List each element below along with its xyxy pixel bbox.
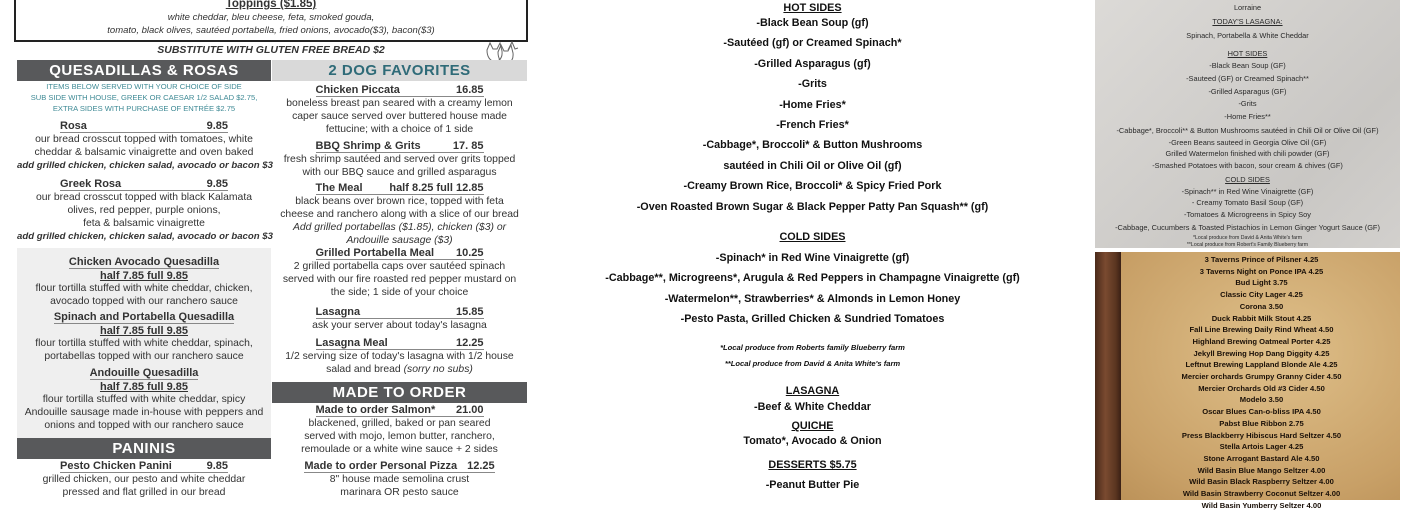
- menu-item-title-line: [316, 306, 484, 319]
- left-menu-column: [17, 0, 271, 500]
- menu-item-title-line: [316, 84, 484, 97]
- menu-item-title-row: [17, 120, 271, 134]
- menu-item: [17, 256, 271, 309]
- side-note-line: ITEMS BELOW SERVED WITH YOUR CHOICE OF SIDE: [46, 82, 242, 91]
- photo-line: -Grilled Asparagus (GF): [1208, 87, 1287, 96]
- menu-item-description: fresh shrimp sautéed and served over grits topped: [283, 153, 516, 165]
- menu-item-price: half 8.25 full 12.85: [389, 182, 484, 194]
- menu-item-title: Lasagna: [315, 306, 361, 318]
- section-header-favorites: 2 DOG FAVORITES: [272, 60, 527, 81]
- menu-item-price: 10.25: [455, 247, 484, 259]
- sides-board-photo: [1095, 0, 1400, 248]
- menu-item-price: 16.85: [455, 84, 484, 96]
- section-heading: COLD SIDES: [779, 231, 846, 243]
- menu-item-title: Chicken Avocado Quesadilla: [68, 256, 220, 268]
- photo-footnote: *Local produce from David & Anita White's farm: [1192, 235, 1303, 241]
- photo-heading: COLD SIDES: [1225, 175, 1270, 184]
- menu-item-description: the side; 1 side of your choice: [330, 286, 469, 298]
- menu-item-title-row: [272, 306, 527, 320]
- sides-sheet: [532, 0, 1093, 500]
- photo-line: Lorraine: [1233, 3, 1262, 12]
- photo-line: -Grits: [1238, 99, 1257, 108]
- menu-item-title-line: [60, 120, 228, 133]
- menu-item-description: 1/2 serving size of today's lasagna with 1/2 house: [285, 350, 514, 362]
- menu-item-description: olives, red pepper, purple onions,: [67, 204, 221, 216]
- menu-item-title-row: [272, 140, 527, 154]
- menu-item-title-line: [60, 460, 228, 473]
- menu-item-description: feta & balsamic vinaigrette: [83, 217, 205, 229]
- menu-item: [272, 182, 527, 248]
- menu-item: [17, 178, 271, 244]
- menu-item-title-line: [90, 367, 199, 380]
- menu-item-price: 12.25: [455, 337, 484, 349]
- menu-item: [272, 404, 527, 457]
- menu-item-title: Pesto Chicken Panini: [60, 460, 172, 472]
- menu-item-title-line: [316, 337, 484, 350]
- menu-item-title: Made to order Personal Pizza: [304, 460, 458, 472]
- menu-item-title-row: [272, 460, 527, 474]
- menu-item-price: 15.85: [455, 306, 484, 318]
- gluten-free-note: SUBSTITUTE WITH GLUTEN FREE BREAD $2: [157, 44, 385, 56]
- menu-item-title-row: [17, 460, 271, 474]
- menu-item-title-line: [304, 460, 494, 473]
- menu-item-description: portabellas topped with our ranchero sauce: [44, 350, 244, 362]
- side-item: -Black Bean Soup (gf): [756, 17, 869, 29]
- menu-item-title: Andouille Quesadilla: [89, 367, 199, 379]
- menu-item-description: black beans over brown rice, topped with feta: [295, 195, 504, 207]
- beer-item: Leftnut Brewing Lappland Blonde Ale 4.25: [1185, 360, 1338, 370]
- beer-item: Duck Rabbit Milk Stout 4.25: [1211, 313, 1312, 323]
- side-item: -Cabbage**, Microgreens*, Arugula & Red Peppers in Champagne Vinaigrette (gf): [605, 272, 1020, 285]
- photo-line: Grilled Watermelon finished with chili powder (GF): [1165, 149, 1330, 158]
- beer-item: Jekyll Brewing Hop Dang Diggity 4.25: [1193, 348, 1330, 358]
- menu-item-description: caper sauce served over buttered house made: [292, 110, 507, 122]
- menu-item-note: (sorry no subs): [403, 363, 473, 375]
- section-heading: HOT SIDES: [783, 2, 842, 14]
- photo-heading: HOT SIDES: [1227, 49, 1268, 58]
- menu-item: [272, 247, 527, 300]
- menu-item-price: 9.85: [206, 120, 228, 132]
- side-item: -Beef & White Cheddar: [754, 401, 871, 413]
- menu-item-description: served with our fire roasted red pepper mustard on: [282, 273, 517, 285]
- menu-item: [272, 460, 527, 500]
- menu-item-description: grilled chicken, our pesto and white cheddar: [42, 473, 246, 485]
- menu-page-photo: [0, 0, 532, 500]
- side-item: -Grilled Asparagus (gf): [754, 57, 871, 70]
- photo-line: -Black Bean Soup (GF): [1209, 61, 1286, 70]
- menu-item-price: half 7.85 full 9.85: [99, 269, 189, 282]
- menu-item: [17, 311, 271, 364]
- beer-item: Bud Light 3.75: [1235, 278, 1288, 288]
- menu-item-title-row: [17, 367, 271, 381]
- menu-item-title: Grilled Portabella Meal: [315, 247, 435, 259]
- photo-line: -Spinach** in Red Wine Vinaigrette (GF): [1181, 187, 1314, 196]
- side-item: -Pesto Pasta, Grilled Chicken & Sundried Tomatoes: [680, 313, 945, 326]
- menu-item-price: 9.85: [206, 460, 228, 472]
- menu-item-title: Made to order Salmon*: [315, 404, 436, 416]
- beer-item: Pabst Blue Ribbon 2.75: [1219, 418, 1304, 428]
- menu-item: [17, 120, 271, 173]
- menu-item-title: Spinach and Portabella Quesadilla: [53, 311, 235, 323]
- side-item: -French Fries*: [776, 119, 849, 131]
- menu-item-title: Chicken Piccata: [315, 84, 400, 96]
- menu-item-description: with our BBQ sauce and grilled asparagus: [302, 166, 497, 178]
- menu-item-title-line: [60, 178, 228, 191]
- beer-item: Wild Basin Blue Mango Seltzer 4.00: [1197, 465, 1326, 475]
- beer-item: Wild Basin Yumberry Seltzer 4.00: [1201, 500, 1322, 510]
- menu-item-description: ask your server about today's lasagna: [312, 319, 487, 331]
- menu-item-addon: add grilled chicken, chicken salad, avocado or bacon $3: [17, 230, 273, 242]
- menu-item-title-line: [316, 404, 484, 417]
- menu-item-description: boneless breast pan seared with a creamy lemon: [286, 97, 513, 109]
- menu-item-title: The Meal: [315, 182, 363, 194]
- menu-item-description: cheddar & balsamic vinaigrette and oven baked: [34, 146, 254, 158]
- photo-line: -Cabbage*, Broccoli** & Button Mushrooms sautéed in Chili Oil or Olive Oil (GF): [1116, 126, 1379, 135]
- menu-item-description: flour tortilla stuffed with white cheddar, chicken,: [35, 282, 253, 294]
- side-item: Tomato*, Avocado & Onion: [743, 435, 882, 447]
- menu-item: [272, 337, 527, 377]
- menu-item-description: salad and bread: [326, 363, 401, 375]
- menu-item-price: 9.85: [206, 178, 228, 190]
- menu-item-description: blackened, grilled, baked or pan seared: [308, 417, 491, 429]
- side-item: -Spinach* in Red Wine Vinaigrette (gf): [715, 252, 910, 264]
- section-header-paninis: PANINIS: [17, 438, 271, 459]
- menu-item-title-line: [316, 182, 484, 195]
- side-note-line: SUB SIDE WITH HOUSE, GREEK OR CAESAR 1/2 SALAD $2.75,: [30, 93, 258, 102]
- menu-item-description: flour tortilla stuffed with white cheddar, spicy: [42, 393, 246, 405]
- menu-item-title-row: [272, 84, 527, 98]
- menu-item-title-line: [316, 140, 484, 153]
- menu-item-title: BBQ Shrimp & Grits: [315, 140, 421, 152]
- menu-item-title-line: [69, 256, 219, 269]
- photo-line: -Green Beans sauteed in Georgia Olive Oil (GF): [1168, 138, 1327, 147]
- photo-heading: TODAY'S LASAGNA:: [1212, 17, 1283, 26]
- side-item: -Oven Roasted Brown Sugar & Black Pepper Patty Pan Squash** (gf): [636, 200, 989, 213]
- beer-item: Highland Brewing Oatmeal Porter 4.25: [1192, 336, 1331, 346]
- right-menu-column: [272, 0, 527, 500]
- menu-item-title-line: [54, 311, 234, 324]
- photo-line: -Cabbage, Cucumbers & Toasted Pistachios in Lemon Ginger Yogurt Sauce (GF): [1115, 223, 1380, 232]
- menu-item-price: half 7.85 full 9.85: [99, 324, 189, 337]
- section-heading: DESSERTS $5.75: [768, 459, 857, 471]
- footnote: *Local produce from Roberts family Blueberry farm: [720, 343, 905, 352]
- side-item: -Home Fries*: [779, 98, 846, 111]
- menu-item-description: remoulade or a white wine sauce + 2 sides: [301, 443, 498, 455]
- section-heading: LASAGNA: [785, 385, 840, 397]
- menu-item: [17, 460, 271, 500]
- toppings-title: Toppings ($1.85): [225, 0, 317, 10]
- menu-item-price: 12.25: [467, 460, 495, 472]
- menu-item-addon: add grilled chicken, chicken salad, avocado or bacon $3: [17, 159, 273, 171]
- menu-item-title-row: [272, 182, 527, 196]
- menu-item-description: 2 grilled portabella caps over sautéed spinach: [293, 260, 506, 272]
- section-header-quesadillas: QUESADILLAS & ROSAS: [17, 60, 271, 81]
- beer-item: Wild Basin Strawberry Coconut Seltzer 4.00: [1182, 489, 1341, 498]
- beer-item: Fall Line Brewing Daily Rind Wheat 4.50: [1189, 325, 1334, 335]
- menu-item-description: fettucine; with a choice of 1 side: [325, 123, 474, 135]
- menu-item: [272, 306, 527, 333]
- menu-item-description: marinara OR pesto sauce: [340, 486, 459, 498]
- beer-item: Classic City Lager 4.25: [1220, 290, 1303, 300]
- photo-line: -Smashed Potatoes with bacon, sour cream & chives (GF): [1152, 161, 1343, 170]
- menu-item-description: flour tortilla stuffed with white cheddar, spinach,: [35, 337, 253, 349]
- side-item: -Cabbage*, Broccoli* & Button Mushrooms: [702, 139, 923, 152]
- side-note-line: EXTRA SIDES WITH PURCHASE OF ENTRÉE $2.75: [52, 104, 236, 113]
- side-item: -Watermelon**, Strawberries* & Almonds in Lemon Honey: [664, 292, 961, 305]
- menu-item-description: onions and topped with our ranchero sauce: [44, 419, 244, 431]
- side-item: -Creamy Brown Rice, Broccoli* & Spicy Fried Pork: [683, 180, 942, 193]
- menu-item: [272, 84, 527, 137]
- toppings-line: tomato, black olives, sautéed portabella, fried onions, avocado($3), bacon($3): [107, 25, 435, 36]
- menu-item-title-row: [17, 178, 271, 192]
- menu-item-price: half 7.85 full 9.85: [99, 380, 189, 393]
- menu-item-description: cheese and ranchero along with a slice of our bread: [280, 208, 519, 220]
- beer-item: Mercier orchards Grumpy Granny Cider 4.50: [1181, 372, 1342, 381]
- menu-item-description: served with mojo, lemon butter, ranchero,: [304, 430, 495, 442]
- menu-item-description: Andouille sausage made in-house with peppers and: [24, 406, 264, 418]
- photo-line: -Home Fries**: [1224, 112, 1271, 121]
- menu-item-title: Greek Rosa: [60, 178, 122, 190]
- menu-item-title: Rosa: [60, 120, 87, 132]
- menu-item-title-row: [272, 404, 527, 418]
- menu-item-price: 17. 85: [452, 140, 484, 152]
- menu-item-description: [272, 364, 527, 377]
- beer-item: Modelo 3.50: [1239, 395, 1284, 405]
- menu-item-description: our bread crosscut topped with black Kalamata: [35, 191, 252, 203]
- beer-item: Mercier Orchards Old #3 Cider 4.50: [1198, 383, 1325, 393]
- side-item: -Sautéed (gf) or Creamed Spinach*: [723, 37, 902, 50]
- menu-item-addon: Andouille sausage ($3): [346, 234, 453, 246]
- beer-item: Wild Basin Black Raspberry Seltzer 4.00: [1189, 477, 1334, 487]
- beer-list-photo: [1095, 252, 1400, 510]
- beer-item: Stella Artois Lager 4.25: [1219, 442, 1304, 452]
- photo-line: - Creamy Tomato Basil Soup (GF): [1191, 198, 1304, 207]
- menu-item-title-row: [17, 311, 271, 325]
- beer-item: Corona 3.50: [1239, 301, 1284, 311]
- side-item: -Grits: [798, 78, 827, 91]
- menu-item-title-row: [17, 256, 271, 270]
- menu-item-title-row: [272, 247, 527, 261]
- menu-item-description: avocado topped with our ranchero sauce: [50, 295, 238, 307]
- photo-footnote: **Local produce from Robert's Family Blueberry farm: [1186, 242, 1309, 248]
- menu-item-title-line: [316, 247, 484, 260]
- menu-item-title: Lasagna Meal: [315, 337, 388, 349]
- photo-line: Spinach, Portabella & White Cheddar: [1186, 31, 1309, 40]
- footnote: **Local produce from David & Anita White's farm: [724, 359, 901, 368]
- menu-item: [17, 367, 271, 433]
- menu-item-description: 8" house made semolina crust: [329, 473, 470, 485]
- beer-item: Oscar Blues Can-o-bliss IPA 4.50: [1202, 407, 1321, 417]
- beer-item: 3 Taverns Night on Ponce IPA 4.25: [1199, 266, 1324, 276]
- menu-item-title-row: [272, 337, 527, 351]
- side-item: sautéed in Chili Oil or Olive Oil (gf): [723, 159, 902, 172]
- toppings-line: white cheddar, bleu cheese, feta, smoked gouda,: [167, 12, 375, 23]
- photo-line: -Tomatoes & Microgreens in Spicy Soy: [1184, 210, 1311, 219]
- menu-item-description: pressed and flat grilled in our bread: [62, 486, 226, 498]
- menu-item-price: 21.00: [455, 404, 484, 416]
- beer-item: Press Blackberry Hibiscus Hard Seltzer 4.50: [1181, 430, 1342, 440]
- menu-item: [272, 140, 527, 180]
- menu-item-addon: Add grilled portabellas ($1.85), chicken ($3) or: [292, 221, 507, 233]
- photo-line: -Sauteed (GF) or Creamed Spinach**: [1186, 74, 1309, 83]
- section-header-made-to-order: MADE TO ORDER: [272, 382, 527, 403]
- section-heading: QUICHE: [791, 420, 834, 432]
- beer-item: Stone Arrogant Bastard Ale 4.50: [1203, 453, 1320, 463]
- menu-item-description: our bread crosscut topped with tomatoes, white: [35, 133, 253, 145]
- beer-item: 3 Taverns Prince of Pilsner 4.25: [1204, 255, 1319, 264]
- side-item: -Peanut Butter Pie: [765, 479, 860, 491]
